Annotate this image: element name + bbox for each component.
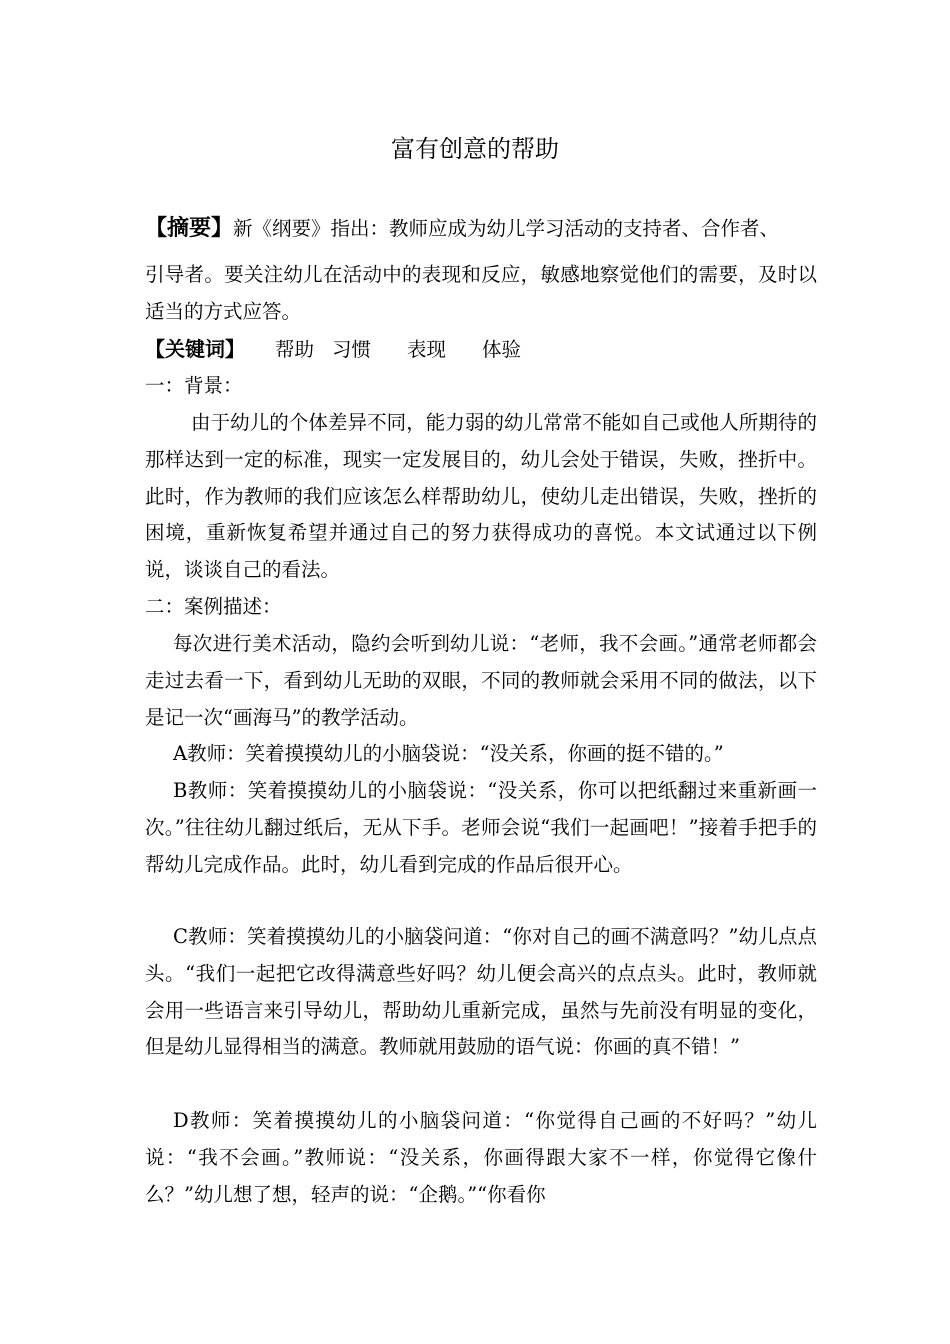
keyword-item: 表现	[407, 338, 447, 361]
abstract-line1: 新《纲要》指出：教师应成为幼儿学习活动的支持者、合作者、	[233, 217, 780, 240]
abstract-rest: 引导者。要关注幼儿在活动中的表现和反应，敏感地察觉他们的需要，及时以适当的方式应答。	[145, 263, 817, 323]
paragraph-teacher-c: C教师：笑着摸摸幼儿的小脑袋问道：“你对自己的画不满意吗？”幼儿点点头。“我们一起把它改得满意些好吗？幼儿便会高兴的点点头。此时，教师就会用一些语言来引导幼儿，帮助幼儿重新完成，虽然与先前没有明显的变化，但是幼儿显得相当的满意。教师就用鼓励的语气说：你画的真不错！”	[145, 925, 817, 1059]
paragraph-teacher-a: A教师：笑着摸摸幼儿的小脑袋说：“没关系，你画的挺不错的。”	[173, 742, 724, 765]
abstract-label: 【摘要】	[145, 216, 234, 241]
paragraph-background: 由于幼儿的个体差异不同，能力弱的幼儿常常不能如自己或他人所期待的那样达到一定的标准，现实一定发展目的，幼儿会处于错误，失败，挫折中。此时，作为教师的我们应该怎么样帮助幼儿，使幼儿走出错误，失败，挫折的困境，重新恢复希望并通过自己的努力获得成功的喜悦。本文试通过以下例说，谈谈自己的看法。	[145, 411, 817, 582]
paragraph-case-intro: 每次进行美术活动，隐约会听到幼儿说：“老师，我不会画。”通常老师都会走过去看一下，看到幼儿无助的双眼，不同的教师就会采用不同的做法，以下是记一次“画海马”的教学活动。	[145, 632, 817, 729]
document-title: 富有创意的帮助	[391, 135, 559, 163]
abstract-first-line	[145, 208, 817, 249]
keyword-item: 帮助	[275, 338, 315, 361]
keywords-label: 【关键词】	[145, 337, 245, 361]
section-heading-background: 一：背景：	[145, 374, 243, 397]
paragraph-teacher-b: B教师：笑着摸摸幼儿的小脑袋说：“没关系，你可以把纸翻过来重新画一次。”往往幼儿翻过纸后，无从下手。老师会说“我们一起画吧！”接着手把手的帮幼儿完成作品。此时，幼儿看到完成的作品后很开心。	[145, 779, 817, 876]
section-heading-case: 二：案例描述：	[145, 595, 282, 618]
keyword-item: 习惯	[332, 338, 372, 361]
keywords-line	[145, 331, 817, 369]
paragraph-teacher-d: D教师：笑着摸摸幼儿的小脑袋问道：“你觉得自己画的不好吗？”幼儿说：“我不会画。”教师说：“没关系，你画得跟大家不一样，你觉得它像什么？”幼儿想了想，轻声的说：“企鹅。”“你看你	[145, 1109, 817, 1206]
keyword-item: 体验	[482, 338, 522, 361]
